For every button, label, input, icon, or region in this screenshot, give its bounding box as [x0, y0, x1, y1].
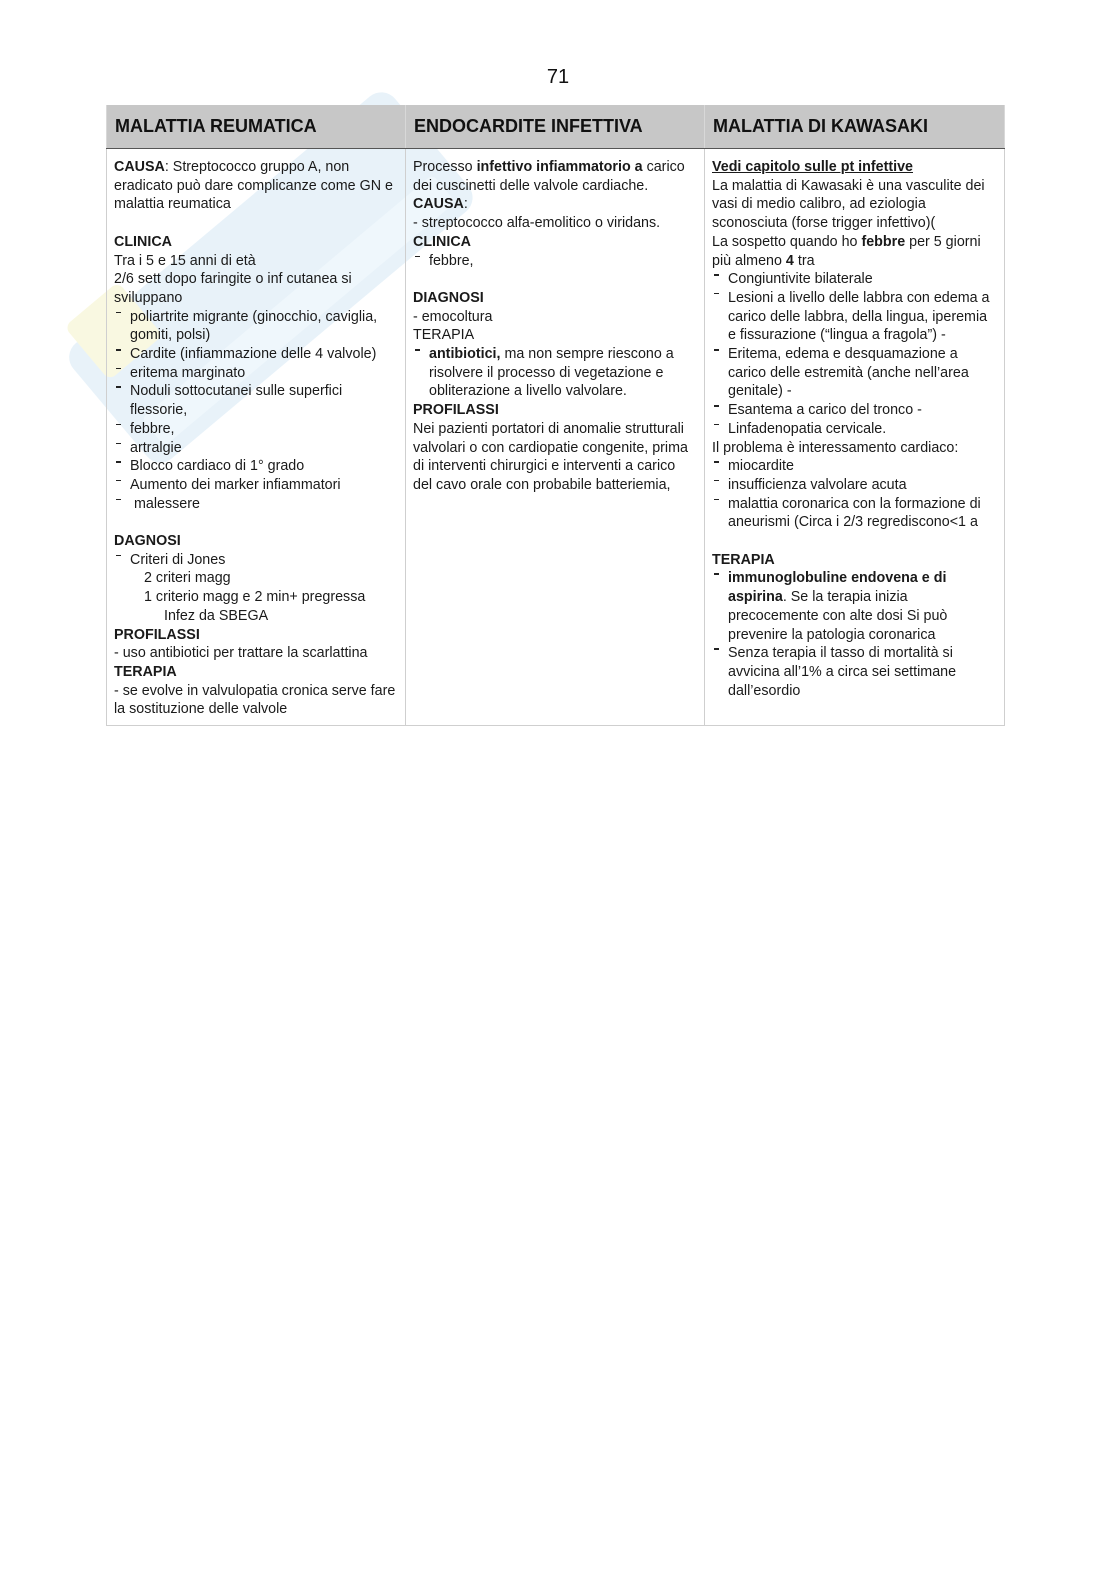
problema-text: Il problema è interessamento cardiaco: — [712, 439, 959, 456]
sospetto-mid: per 5 giorni più almeno — [712, 233, 981, 269]
profilassi-text: Nei pazienti portatori di anomalie strutturali valvolari o con cardiopatie congenite, prima di interventi chirurgici e interventi a carico del cavo orale con probabile batteriemia, — [413, 420, 688, 493]
list-item: insufficienza valvolare acuta — [712, 476, 997, 495]
criteri-list — [712, 270, 997, 438]
diagnosi-sub-line: 1 criterio magg e 2 min+ pregressa — [144, 589, 366, 606]
clinica-heading: CLINICA — [413, 233, 471, 250]
diagnosi-sub-line: Infez da SBEGA — [164, 607, 269, 624]
diagnosi-heading: DIAGNOSI — [413, 289, 484, 306]
list-item — [413, 345, 697, 401]
list-item: Aumento dei marker infiammatori — [114, 476, 398, 495]
intro-paragraph — [413, 158, 697, 195]
terapia-heading: TERAPIA — [114, 663, 177, 680]
profilassi-heading: PROFILASSI — [413, 402, 499, 419]
causa-paragraph — [114, 158, 398, 214]
sospetto-pre: La sospetto quando ho — [712, 233, 862, 250]
cell-malattia-reumatica — [107, 149, 406, 726]
list-item: Blocco cardiaco di 1° grado — [114, 457, 398, 476]
terapia-heading: TERAPIA — [413, 327, 475, 344]
list-item: Noduli sottocutanei sulle superfici flessorie, — [114, 382, 398, 419]
sospetto-bold-febbre: febbre — [861, 233, 906, 250]
list-item: Congiuntivite bilaterale — [712, 270, 997, 289]
clinica-line: Tra i 5 e 15 anni di età — [114, 252, 256, 269]
clinica-list — [413, 252, 697, 271]
header-malattia-reumatica: MALATTIA REUMATICA — [107, 105, 406, 149]
diagnosi-list — [114, 551, 398, 570]
comparison-table — [106, 105, 1005, 726]
diagnosi-heading: DAGNOSI — [114, 533, 181, 550]
list-item: eritema marginato — [114, 364, 398, 383]
list-item: Eritema, edema e desquamazione a carico delle estremità (anche nell’area genitale) - — [712, 345, 997, 401]
terapia-text: ma non sempre riescono a risolvere il processo di vegetazione e obliterazione a livello valvolare. — [429, 346, 674, 400]
causa-text: : Streptococco gruppo A, non eradicato può dare complicanze come GN e malattia reumatica — [114, 159, 393, 213]
table-body-row — [107, 149, 1005, 726]
profilassi-text: - uso antibiotici per trattare la scarlattina — [114, 645, 368, 662]
list-item — [712, 569, 997, 644]
terapia-list — [413, 345, 697, 401]
list-item: Linfadenopatia cervicale. — [712, 420, 997, 439]
page-number: 71 — [546, 66, 570, 88]
list-item: Senza terapia il tasso di mortalità si avvicina all’1% a circa sei settimane dall’esordio — [712, 644, 997, 700]
table-header-row — [107, 105, 1005, 149]
terapia-heading: TERAPIA — [712, 551, 775, 568]
list-item: febbre, — [413, 252, 697, 271]
header-malattia-di-kawasaki: MALATTIA DI KAWASAKI — [705, 105, 1005, 149]
list-item: malessere — [114, 495, 398, 514]
intro-text: La malattia di Kawasaki è una vasculite dei vasi di medio calibro, ad eziologia sconosciuta (forse trigger infettivo)( — [712, 177, 985, 232]
causa-label: CAUSA — [413, 196, 464, 213]
terapia-bold: immunoglobuline endovena e di aspirina — [728, 570, 947, 606]
link-capitolo-pt-infettive[interactable]: Vedi capitolo sulle pt infettive — [712, 159, 913, 175]
sospetto-bold-number: 4 — [785, 252, 794, 269]
causa-heading-line — [413, 195, 697, 214]
intro-post: carico dei cuscinetti delle valvole cardiache. — [413, 159, 685, 194]
list-item: Cardite (infiammazione delle 4 valvole) — [114, 345, 398, 364]
terapia-bold: antibiotici, — [429, 346, 501, 363]
causa-colon: : — [463, 196, 468, 213]
problema-list — [712, 457, 997, 532]
intro-pre: Processo — [413, 159, 477, 175]
diagnosi-text: - emocoltura — [413, 308, 493, 325]
list-item: poliartrite migrante (ginocchio, caviglia, gomiti, polsi) — [114, 308, 398, 345]
list-item: Esantema a carico del tronco - — [712, 401, 997, 420]
profilassi-heading: PROFILASSI — [114, 626, 200, 643]
clinica-list — [114, 308, 398, 514]
terapia-list — [712, 569, 997, 700]
causa-label: CAUSA — [114, 159, 165, 175]
list-item: miocardite — [712, 457, 997, 476]
intro-bold: infettivo infiammatorio a — [476, 159, 643, 175]
list-item: malattia coronarica con la formazione di aneurismi (Circa i 2/3 regrediscono<1 a — [712, 495, 997, 532]
list-item: Lesioni a livello delle labbra con edema a carico delle labbra, della lingua, iperemia e fissurazione (“lingua a fragola”) - — [712, 289, 997, 345]
causa-text: - streptococco alfa-emolitico o viridans. — [413, 215, 661, 232]
cell-endocardite-infettiva — [406, 149, 705, 726]
terapia-text: . Se la terapia inizia precocemente con alte dosi Si può prevenire la patologia coronarica — [728, 589, 948, 643]
clinica-heading: CLINICA — [114, 233, 172, 250]
sospetto-post: tra — [793, 252, 815, 269]
clinica-line: 2/6 sett dopo faringite o inf cutanea si sviluppano — [114, 271, 352, 306]
list-item: artralgie — [114, 439, 398, 458]
header-endocardite-infettiva: ENDOCARDITE INFETTIVA — [406, 105, 705, 149]
list-item: febbre, — [114, 420, 398, 439]
terapia-text: - se evolve in valvulopatia cronica serve fare la sostituzione delle valvole — [114, 682, 396, 718]
sospetto-paragraph — [712, 233, 997, 270]
cell-malattia-di-kawasaki — [705, 149, 1005, 726]
list-item: Criteri di Jones — [114, 551, 398, 570]
diagnosi-sub-line: 2 criteri magg — [144, 570, 231, 587]
